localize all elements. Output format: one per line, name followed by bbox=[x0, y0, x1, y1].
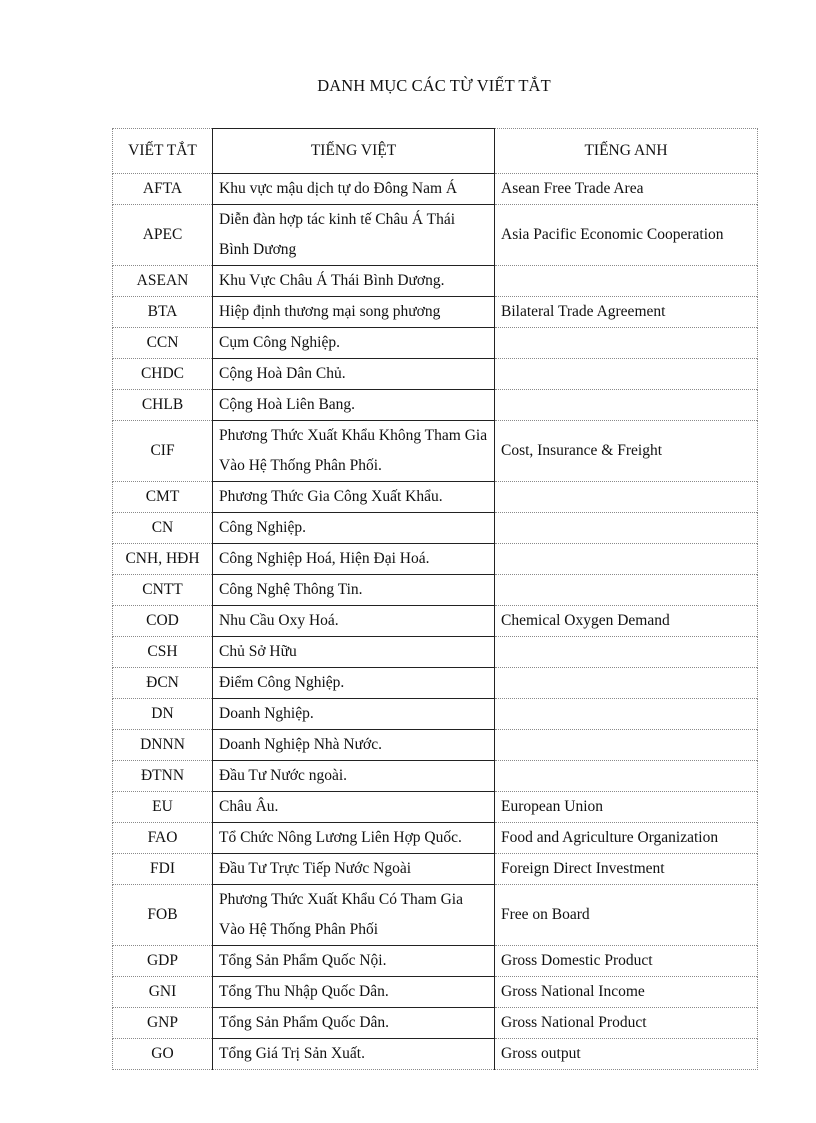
vietnamese-cell: Đầu Tư Trực Tiếp Nước Ngoài bbox=[213, 854, 495, 885]
english-cell bbox=[495, 390, 758, 421]
abbreviation-cell: ĐCN bbox=[113, 668, 213, 699]
table-row bbox=[113, 359, 758, 390]
abbreviation-cell: CNTT bbox=[113, 575, 213, 606]
vietnamese-cell: Tổng Sản Phẩm Quốc Dân. bbox=[213, 1008, 495, 1039]
table-row bbox=[113, 544, 758, 575]
abbreviation-cell: CHDC bbox=[113, 359, 213, 390]
abbreviation-cell: EU bbox=[113, 792, 213, 823]
vietnamese-cell: Tổ Chức Nông Lương Liên Hợp Quốc. bbox=[213, 823, 495, 854]
abbreviation-cell: GDP bbox=[113, 946, 213, 977]
table-row bbox=[113, 606, 758, 637]
abbreviation-cell: DN bbox=[113, 699, 213, 730]
abbreviation-cell: FOB bbox=[113, 885, 213, 946]
table-row bbox=[113, 946, 758, 977]
vietnamese-cell: Hiệp định thương mại song phương bbox=[213, 297, 495, 328]
vietnamese-cell: Công Nghiệp Hoá, Hiện Đại Hoá. bbox=[213, 544, 495, 575]
abbreviation-cell: APEC bbox=[113, 205, 213, 266]
english-cell bbox=[495, 637, 758, 668]
vietnamese-cell: Phương Thức Gia Công Xuất Khẩu. bbox=[213, 482, 495, 513]
table-row bbox=[113, 730, 758, 761]
table-header-row bbox=[113, 129, 758, 174]
vietnamese-cell: Doanh Nghiệp. bbox=[213, 699, 495, 730]
table-row bbox=[113, 205, 758, 266]
abbreviation-table bbox=[112, 128, 758, 1070]
vietnamese-cell: Cụm Công Nghiệp. bbox=[213, 328, 495, 359]
table-row bbox=[113, 823, 758, 854]
abbreviation-cell: BTA bbox=[113, 297, 213, 328]
abbreviation-cell: CSH bbox=[113, 637, 213, 668]
vietnamese-cell: Chủ Sở Hữu bbox=[213, 637, 495, 668]
table-row bbox=[113, 699, 758, 730]
vietnamese-cell: Điểm Công Nghiệp. bbox=[213, 668, 495, 699]
english-cell: Chemical Oxygen Demand bbox=[495, 606, 758, 637]
english-cell: Asia Pacific Economic Cooperation bbox=[495, 205, 758, 266]
abbreviation-cell: CIF bbox=[113, 421, 213, 482]
vietnamese-cell: Công Nghiệp. bbox=[213, 513, 495, 544]
table-row bbox=[113, 575, 758, 606]
table-row bbox=[113, 854, 758, 885]
table-row bbox=[113, 1008, 758, 1039]
abbreviation-cell: CN bbox=[113, 513, 213, 544]
abbreviation-cell: FAO bbox=[113, 823, 213, 854]
abbreviation-cell: CNH, HĐH bbox=[113, 544, 213, 575]
vietnamese-cell: Cộng Hoà Liên Bang. bbox=[213, 390, 495, 421]
english-cell bbox=[495, 513, 758, 544]
vietnamese-cell: Phương Thức Xuất Khẩu Có Tham Gia Vào Hệ Thống Phân Phối bbox=[213, 885, 495, 946]
english-cell bbox=[495, 482, 758, 513]
vietnamese-cell: Cộng Hoà Dân Chủ. bbox=[213, 359, 495, 390]
abbreviation-cell: CMT bbox=[113, 482, 213, 513]
table-row bbox=[113, 297, 758, 328]
table-row bbox=[113, 328, 758, 359]
english-cell bbox=[495, 328, 758, 359]
english-cell: Free on Board bbox=[495, 885, 758, 946]
abbreviation-cell: FDI bbox=[113, 854, 213, 885]
english-cell: Cost, Insurance & Freight bbox=[495, 421, 758, 482]
table-row bbox=[113, 1039, 758, 1070]
english-cell bbox=[495, 544, 758, 575]
vietnamese-cell: Khu Vực Châu Á Thái Bình Dương. bbox=[213, 266, 495, 297]
vietnamese-cell: Tổng Thu Nhập Quốc Dân. bbox=[213, 977, 495, 1008]
english-cell bbox=[495, 575, 758, 606]
header-abbreviation: VIẾT TẮT bbox=[113, 129, 213, 174]
english-cell: European Union bbox=[495, 792, 758, 823]
english-cell bbox=[495, 359, 758, 390]
vietnamese-cell: Tổng Sản Phẩm Quốc Nội. bbox=[213, 946, 495, 977]
table-row bbox=[113, 513, 758, 544]
vietnamese-cell: Diễn đàn hợp tác kinh tế Châu Á Thái Bình Dương bbox=[213, 205, 495, 266]
english-cell: Asean Free Trade Area bbox=[495, 174, 758, 205]
english-cell bbox=[495, 730, 758, 761]
header-english: TIẾNG ANH bbox=[495, 129, 758, 174]
table-row bbox=[113, 885, 758, 946]
table-row bbox=[113, 421, 758, 482]
table-row bbox=[113, 482, 758, 513]
english-cell bbox=[495, 668, 758, 699]
english-cell bbox=[495, 699, 758, 730]
vietnamese-cell: Tổng Giá Trị Sản Xuất. bbox=[213, 1039, 495, 1070]
table-row bbox=[113, 668, 758, 699]
abbreviation-cell: GO bbox=[113, 1039, 213, 1070]
page-title: DANH MỤC CÁC TỪ VIẾT TẮT bbox=[317, 76, 551, 95]
abbreviation-cell: AFTA bbox=[113, 174, 213, 205]
vietnamese-cell: Phương Thức Xuất Khẩu Không Tham Gia Vào Hệ Thống Phân Phối. bbox=[213, 421, 495, 482]
abbreviation-cell: CCN bbox=[113, 328, 213, 359]
english-cell: Food and Agriculture Organization bbox=[495, 823, 758, 854]
vietnamese-cell: Đầu Tư Nước ngoài. bbox=[213, 761, 495, 792]
vietnamese-cell: Doanh Nghiệp Nhà Nước. bbox=[213, 730, 495, 761]
english-cell: Gross National Product bbox=[495, 1008, 758, 1039]
table-row bbox=[113, 174, 758, 205]
vietnamese-cell: Nhu Cầu Oxy Hoá. bbox=[213, 606, 495, 637]
table-row bbox=[113, 761, 758, 792]
vietnamese-cell: Châu Âu. bbox=[213, 792, 495, 823]
abbreviation-cell: DNNN bbox=[113, 730, 213, 761]
abbreviation-cell: ASEAN bbox=[113, 266, 213, 297]
vietnamese-cell: Khu vực mậu dịch tự do Đông Nam Á bbox=[213, 174, 495, 205]
abbreviation-cell: GNI bbox=[113, 977, 213, 1008]
english-cell: Gross Domestic Product bbox=[495, 946, 758, 977]
vietnamese-cell: Công Nghệ Thông Tin. bbox=[213, 575, 495, 606]
abbreviation-cell: ĐTNN bbox=[113, 761, 213, 792]
abbreviation-cell: COD bbox=[113, 606, 213, 637]
abbreviation-cell: GNP bbox=[113, 1008, 213, 1039]
table-row bbox=[113, 792, 758, 823]
abbreviation-cell: CHLB bbox=[113, 390, 213, 421]
table-row bbox=[113, 390, 758, 421]
english-cell: Bilateral Trade Agreement bbox=[495, 297, 758, 328]
english-cell: Gross National Income bbox=[495, 977, 758, 1008]
header-vietnamese: TIẾNG VIỆT bbox=[213, 129, 495, 174]
english-cell bbox=[495, 761, 758, 792]
english-cell bbox=[495, 266, 758, 297]
english-cell: Foreign Direct Investment bbox=[495, 854, 758, 885]
table-row bbox=[113, 266, 758, 297]
english-cell: Gross output bbox=[495, 1039, 758, 1070]
table-row bbox=[113, 977, 758, 1008]
table-row bbox=[113, 637, 758, 668]
